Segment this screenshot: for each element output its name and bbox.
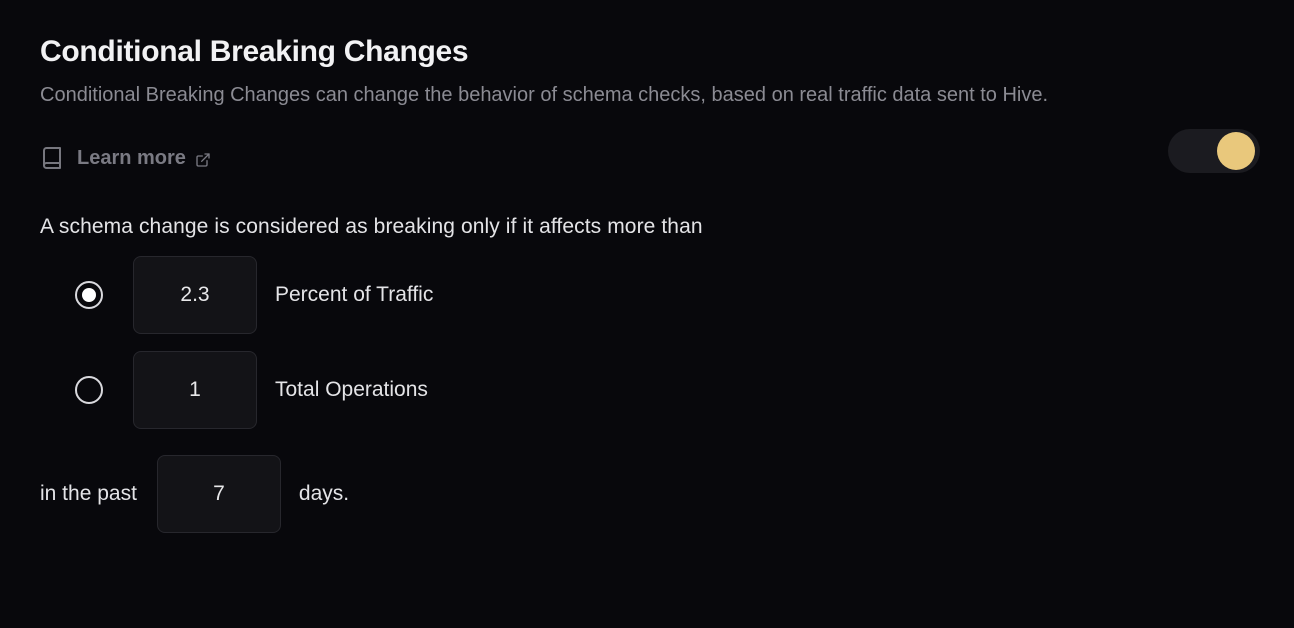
option-row-total-operations [40,351,1254,429]
total-operations-label: Total Operations [275,378,428,402]
period-prefix-label: in the past [40,482,137,506]
learn-more-label: Learn more [77,146,186,169]
condition-intro-text: A schema change is considered as breaking only if it affects more than [40,215,703,239]
toggle-container [1168,129,1260,173]
page-title: Conditional Breaking Changes [40,35,469,68]
percent-of-traffic-label: Percent of Traffic [275,283,434,307]
book-icon [40,146,64,170]
radio-percent-of-traffic[interactable] [75,281,103,309]
conditional-breaking-changes-toggle[interactable] [1168,129,1260,173]
period-days-input[interactable] [157,455,281,533]
learn-more-row [40,146,1254,170]
period-row [40,455,1254,533]
learn-more-link[interactable] [77,147,211,170]
period-suffix-label: days. [298,482,350,506]
section-description: Conditional Breaking Changes can change the behavior of schema checks, based on real traffic data sent to Hive. [40,84,1049,106]
radio-total-operations[interactable] [75,376,103,404]
external-link-icon [195,151,211,167]
total-operations-input[interactable] [133,351,257,429]
toggle-knob [1217,132,1255,170]
option-row-percent-of-traffic [40,256,1254,334]
percent-of-traffic-input[interactable] [133,256,257,334]
